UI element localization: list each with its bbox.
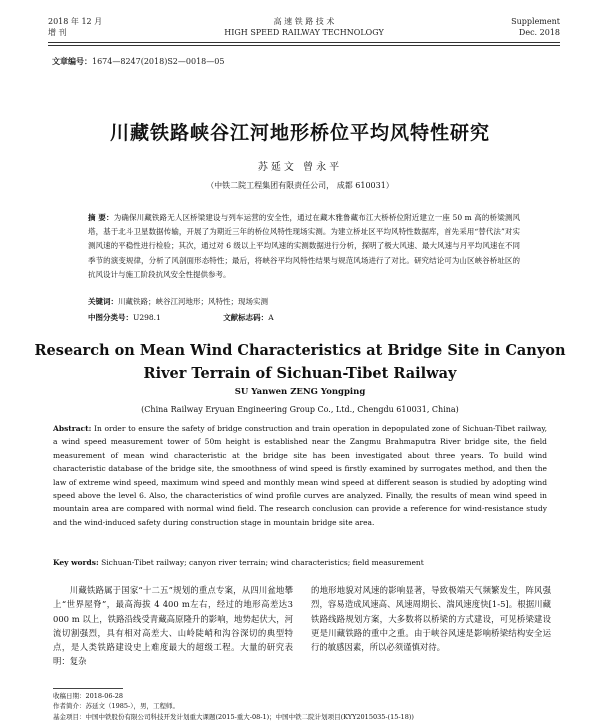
footnote-funding: 基金项目：中国中铁股份有限公司科技开发计划重大课题(2015-重大-08-1)；中国中铁二院计划项目(KYY2015035-(15-18)) [53, 712, 414, 721]
cn-abstract-label: 摘 要： [88, 213, 114, 222]
header-date: 2018 年 12 月 [48, 17, 103, 26]
cn-authors: 苏延文 曾永平 [257, 162, 343, 173]
body-column-left: 川藏铁路属于国家“十二五”规划的重点专案，从四川盆地攀上“世界屋脊”，最高海拔 4 400 m左右，经过的地形高差达3 000 m 以上，铁路沿线受青藏高原隆升的影响，地势起伏大，河流切割强烈，具有相对高差大、山岭陡峭和沟谷深切的典型特点，是人类铁路建设史上难度最大的超级工程。大量的研究表明：复杂 [53, 585, 293, 667]
cn-title: 川藏铁路峡谷江河地形桥位平均风特性研究 [109, 122, 490, 144]
en-affiliation: (China Railway Eryuan Engineering Group Co., Ltd., Chengdu 610031, China) [141, 405, 459, 414]
cn-abstract [88, 211, 520, 282]
header-issue-en [511, 16, 560, 38]
en-keywords-text: Sichuan-Tibet railway; canyon river terrain; wind characteristics; field measurement [101, 558, 424, 567]
cn-classification [88, 312, 334, 323]
footnote-rule [53, 688, 123, 689]
footnote-received: 收稿日期：2018-06-28 [53, 692, 123, 700]
cn-keywords-text: 川藏铁路；峡谷江河地形；风特性；现场实测 [118, 297, 268, 306]
header-journal-en: HIGH SPEED RAILWAY TECHNOLOGY [224, 28, 384, 37]
en-keywords-label: Key words: [53, 558, 99, 567]
header-rule-top [48, 42, 560, 43]
cn-keywords-label: 关键词： [88, 297, 118, 306]
cn-class-value: U298.1 [133, 313, 161, 322]
en-title-line1: Research on Mean Wind Characteristics at Bridge Site in Canyon [34, 342, 566, 359]
header-date-en: Dec. 2018 [518, 28, 560, 37]
header-supplement-cn: 增 刊 [48, 28, 67, 37]
cn-doc-value: A [268, 313, 274, 322]
footnote-author-bio: 作者简介：苏延文（1985-），男，工程师。 [53, 702, 179, 711]
header-supplement-en: Supplement [511, 17, 560, 26]
article-number [52, 56, 224, 67]
article-number-value: 1674—8247(2018)S2—0018—05 [92, 57, 225, 66]
cn-affiliation: （中铁二院工程集团有限责任公司， 成都 610031） [206, 181, 394, 190]
cn-class-label: 中图分类号： [88, 313, 133, 322]
cn-keywords [88, 296, 528, 307]
header-rule-bottom [48, 45, 560, 46]
header-journal-cn: 高 速 铁 路 技 术 [273, 17, 335, 26]
article-number-label: 文章编号： [52, 56, 92, 66]
running-header [48, 14, 560, 48]
en-authors: SU Yanwen ZENG Yongping [234, 387, 366, 397]
en-abstract [53, 422, 547, 529]
en-keywords [53, 558, 547, 567]
body-column-right: 的地形地貌对风速的影响显著，导致极端天气频繁发生，阵风强烈，容易造成风速高、风速周期长、湍风速度快[1-5]。根据川藏铁路线路规划方案，大多数将以桥梁的方式建设，可见桥梁建设更是川藏铁路的重中之重。由于峡谷风速是影响桥梁结构安全运行的敏感因素，所以必须谨慎对待。 [311, 585, 551, 653]
cn-abstract-text: 为确保川藏铁路无人区桥梁建设与列车运营的安全性，通过在藏木雅鲁藏布江大桥桥位附近建立一座 50 m 高的桥梁测风塔，基于北斗卫星数据传输，开展了为期近三年的桥位风特性现场实测。为建立桥址区平均风特性数据库，首先采用“替代法”对实测风速的平稳性进行检验；其次，通过对 6 级以上平均风速的实测数据进行分析，探明了极大风速、最大风速与月平均风速在不同季节的演变规律，分析了风剖面形态特性；最后，将峡谷平均风特性结果与规范风场进行了对比。研究结论可为山区峡谷桥址区的抗风设计与施工阶段抗风安全性提供参考。 [88, 213, 520, 279]
en-title-line2: River Terrain of Sichuan-Tibet Railway [143, 365, 457, 382]
en-abstract-label: Abstract: [53, 424, 92, 433]
footnotes [53, 691, 563, 722]
en-abstract-text: In order to ensure the safety of bridge construction and train operation in depopulated zone of Sichuan-Tibet railway, a wind speed measurement tower of 50m height is established near the Zangmu Brahmaputra River bridge site, the field measurement of mean wind characteristic at the bridge site has been investigated about three years. To build wind characteristic database of the bridge site, the smoothness of wind speed is firstly examined by surrogates method, and then the law of extreme wind speed, maximum wind speed and monthly mean wind speed at different season is studied by adopting wind speed above the level 6. Also, the characteristics of wind profile curves are analyzed. Finally, the results of mean wind speed in mountain area are compared with normal wind field. The research conclusion can provide a reference for wind-resistance study and the wind-induced safety during construction stage in mountain bridge site area. [53, 424, 548, 527]
header-journal [48, 16, 560, 38]
en-title [0, 339, 600, 385]
cn-doc-label: 文献标志码： [223, 313, 269, 322]
